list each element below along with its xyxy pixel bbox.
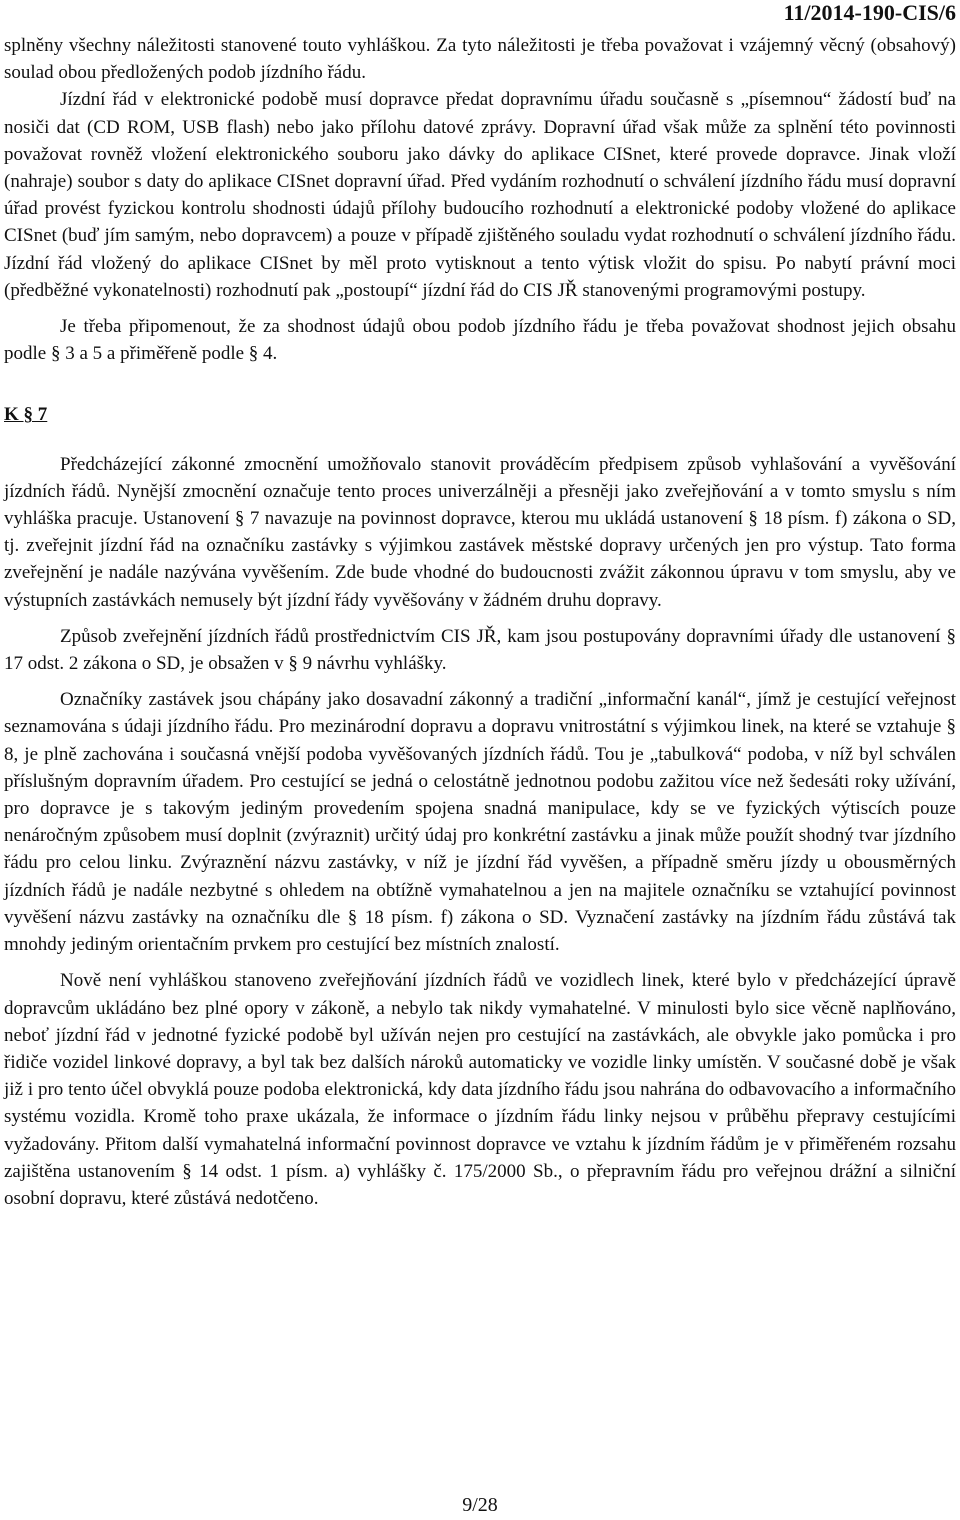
body-paragraph: Je třeba připomenout, že za shodnost údajů obou podob jízdního řádu je třeba považovat shodnost jejich obsahu podle § 3 a 5 a přiměřeně podle § 4. xyxy=(4,316,956,365)
section-paragraph: Způsob zveřejnění jízdních řádů prostřednictvím CIS JŘ, kam jsou postupovány dopravními úřady dle ustanovení § 17 odst. 2 zákona o SD, je obsažen v § 9 návrhu vyhlášky. xyxy=(4,625,956,675)
section-paragraph: Označníky zastávek jsou chápány jako dosavadní zákonný a tradiční „informační kanál“, jímž je cestující veřejnost seznamována s údaji jízdního řádu. Pro mezinárodní dopravu a dopravu vnitrostátní s výjimkou linek, na které se vztahuje § 8, je plně zachována i současná vnější podoba vyvěšovaných jízdních řádů. Tou je „tabulková“ podoba, v níž byl schválen příslušným dopravním úřadem. Pro cestující se jedná o celostátně jednotnou podobu zažitou více než šedesáti roky užívání, pro dopravce je s takovým jediným provedením spojena snadná manipulace, kdy se ve fyzických výtiscích pouze nenáročným způsobem musí doplnit (zvýraznit) určitý údaj pro konkrétní zastávku a jinak může použít shodný tvar jízdního řádu pro celou linku. Zvýraznění názvu zastávky, v níž je jízdní řád vyvěšen, a případně směru jízdy u obousměrných jízdních řádů je nadále nezbytné s ohledem na obtížně vymahatelnou a jen na majitele označníku se vztahující povinnost vyvěšení názvu zastávky na označníku dle § 18 písm. f) zákona o SD. Vyznačení zastávky na jízdním řádu zůstává tak mnohdy jediným orientačním prvkem pro cestující bez místních znalostí. xyxy=(4,689,956,956)
section-paragraph: Nově není vyhláškou stanoveno zveřejňování jízdních řádů ve vozidlech linek, které bylo v předcházející úpravě dopravcům ukládáno bez plné opory v zákoně, a nebylo tak nikdy vymahatelné. V minulosti bylo sice věcně naplňováno, neboť jízdní řád v jednotné fyzické podobě byl užíván nejen pro cestující na zastávkách, ale obvykle jako pomůcka i pro řidiče vozidel linkové dopravy, a byl tak bez dalších nároků automaticky ve vozidle linky umístěn. V současné době je však již i pro tento účel obvyklá pouze podoba elektronická, kdy data jízdního řádu jsou nahrána do odbavovacího a informačního systému vozidla. Kromě toho praxe ukázala, že informace o jízdním řádu linky nejsou v průběhu přepravy cestujícími vyžadovány. Přitom další vymahatelná informační povinnost dopravce ve vztahu k jízdním řádům je v přiměřeném rozsahu zajištěna ustanovením § 14 odst. 1 písm. a) vyhlášky č. 175/2000 Sb., o přepravním řádu pro veřejnou drážní a silniční osobní dopravu, které zůstává nedotčeno. xyxy=(4,970,956,1209)
page-number: 9/28 xyxy=(462,1494,498,1516)
section-heading: K § 7 xyxy=(4,404,48,426)
document-body xyxy=(4,32,956,1212)
section-paragraph: Předcházející zákonné zmocnění umožňovalo stanovit prováděcím předpisem způsob vyhlašování a vyvěšování jízdních řádů. Nynější zmocnění označuje tento proces univerzálněji a přesněji jako zveřejňování a v tomto smyslu s ním vyhláška pracuje. Ustanovení § 7 navazuje na povinnost dopravce, kterou mu ukládá ustanovení § 18 písm. f) zákona o SD, tj. zveřejnit jízdní řád na označníku zastávky s výjimkou zastávek městské dopravy určených jen pro výstup. Tato forma zveřejnění je nadále nazývána vyvěšením. Zde bude vhodné do budoucnosti zvážit zákonnou úpravu v tom smyslu, aby ve výstupních zastávkách nemusely být jízdní řády vyvěšovány v žádném druhu dopravy. xyxy=(4,453,956,611)
body-paragraph: Jízdní řád v elektronické podobě musí dopravce předat dopravnímu úřadu současně s „písemnou“ žádostí buď na nosiči dat (CD ROM, USB flash) nebo jako přílohu datové zprávy. Dopravní úřad však může za splnění této povinnosti považovat rovněž vložení elektronického souboru jako dávky do aplikace CISnet, které provede dopravce. Jinak vloží (nahraje) soubor s daty do aplikace CISnet dopravní úřad. Před vydáním rozhodnutí o schválení jízdního řádu musí dopravní úřad provést fyzickou kontrolu shodnosti údajů přílohy budoucího rozhodnutí a elektronické podoby vložené do aplikace CISnet (buď jím samým, nebo dopravcem) a pouze v případě zjištěného souladu vydat rozhodnutí o schválení jízdního řádu. Jízdní řád vložený do aplikace CISnet by měl proto vytisknout a tento výtisk vložit do spisu. Po nabytí právní moci (předběžné vykonatelnosti) rozhodnutí pak „postoupí“ jízdní řád do CIS JŘ stanovenými programovými postupy. xyxy=(4,89,956,301)
body-paragraph: splněny všechny náležitosti stanovené touto vyhláškou. Za tyto náležitosti je třeba považovat i vzájemný věcný (obsahový) soulad obou předložených podob jízdního řádu. xyxy=(4,35,956,84)
document-reference: 11/2014-190-CIS/6 xyxy=(783,0,956,25)
